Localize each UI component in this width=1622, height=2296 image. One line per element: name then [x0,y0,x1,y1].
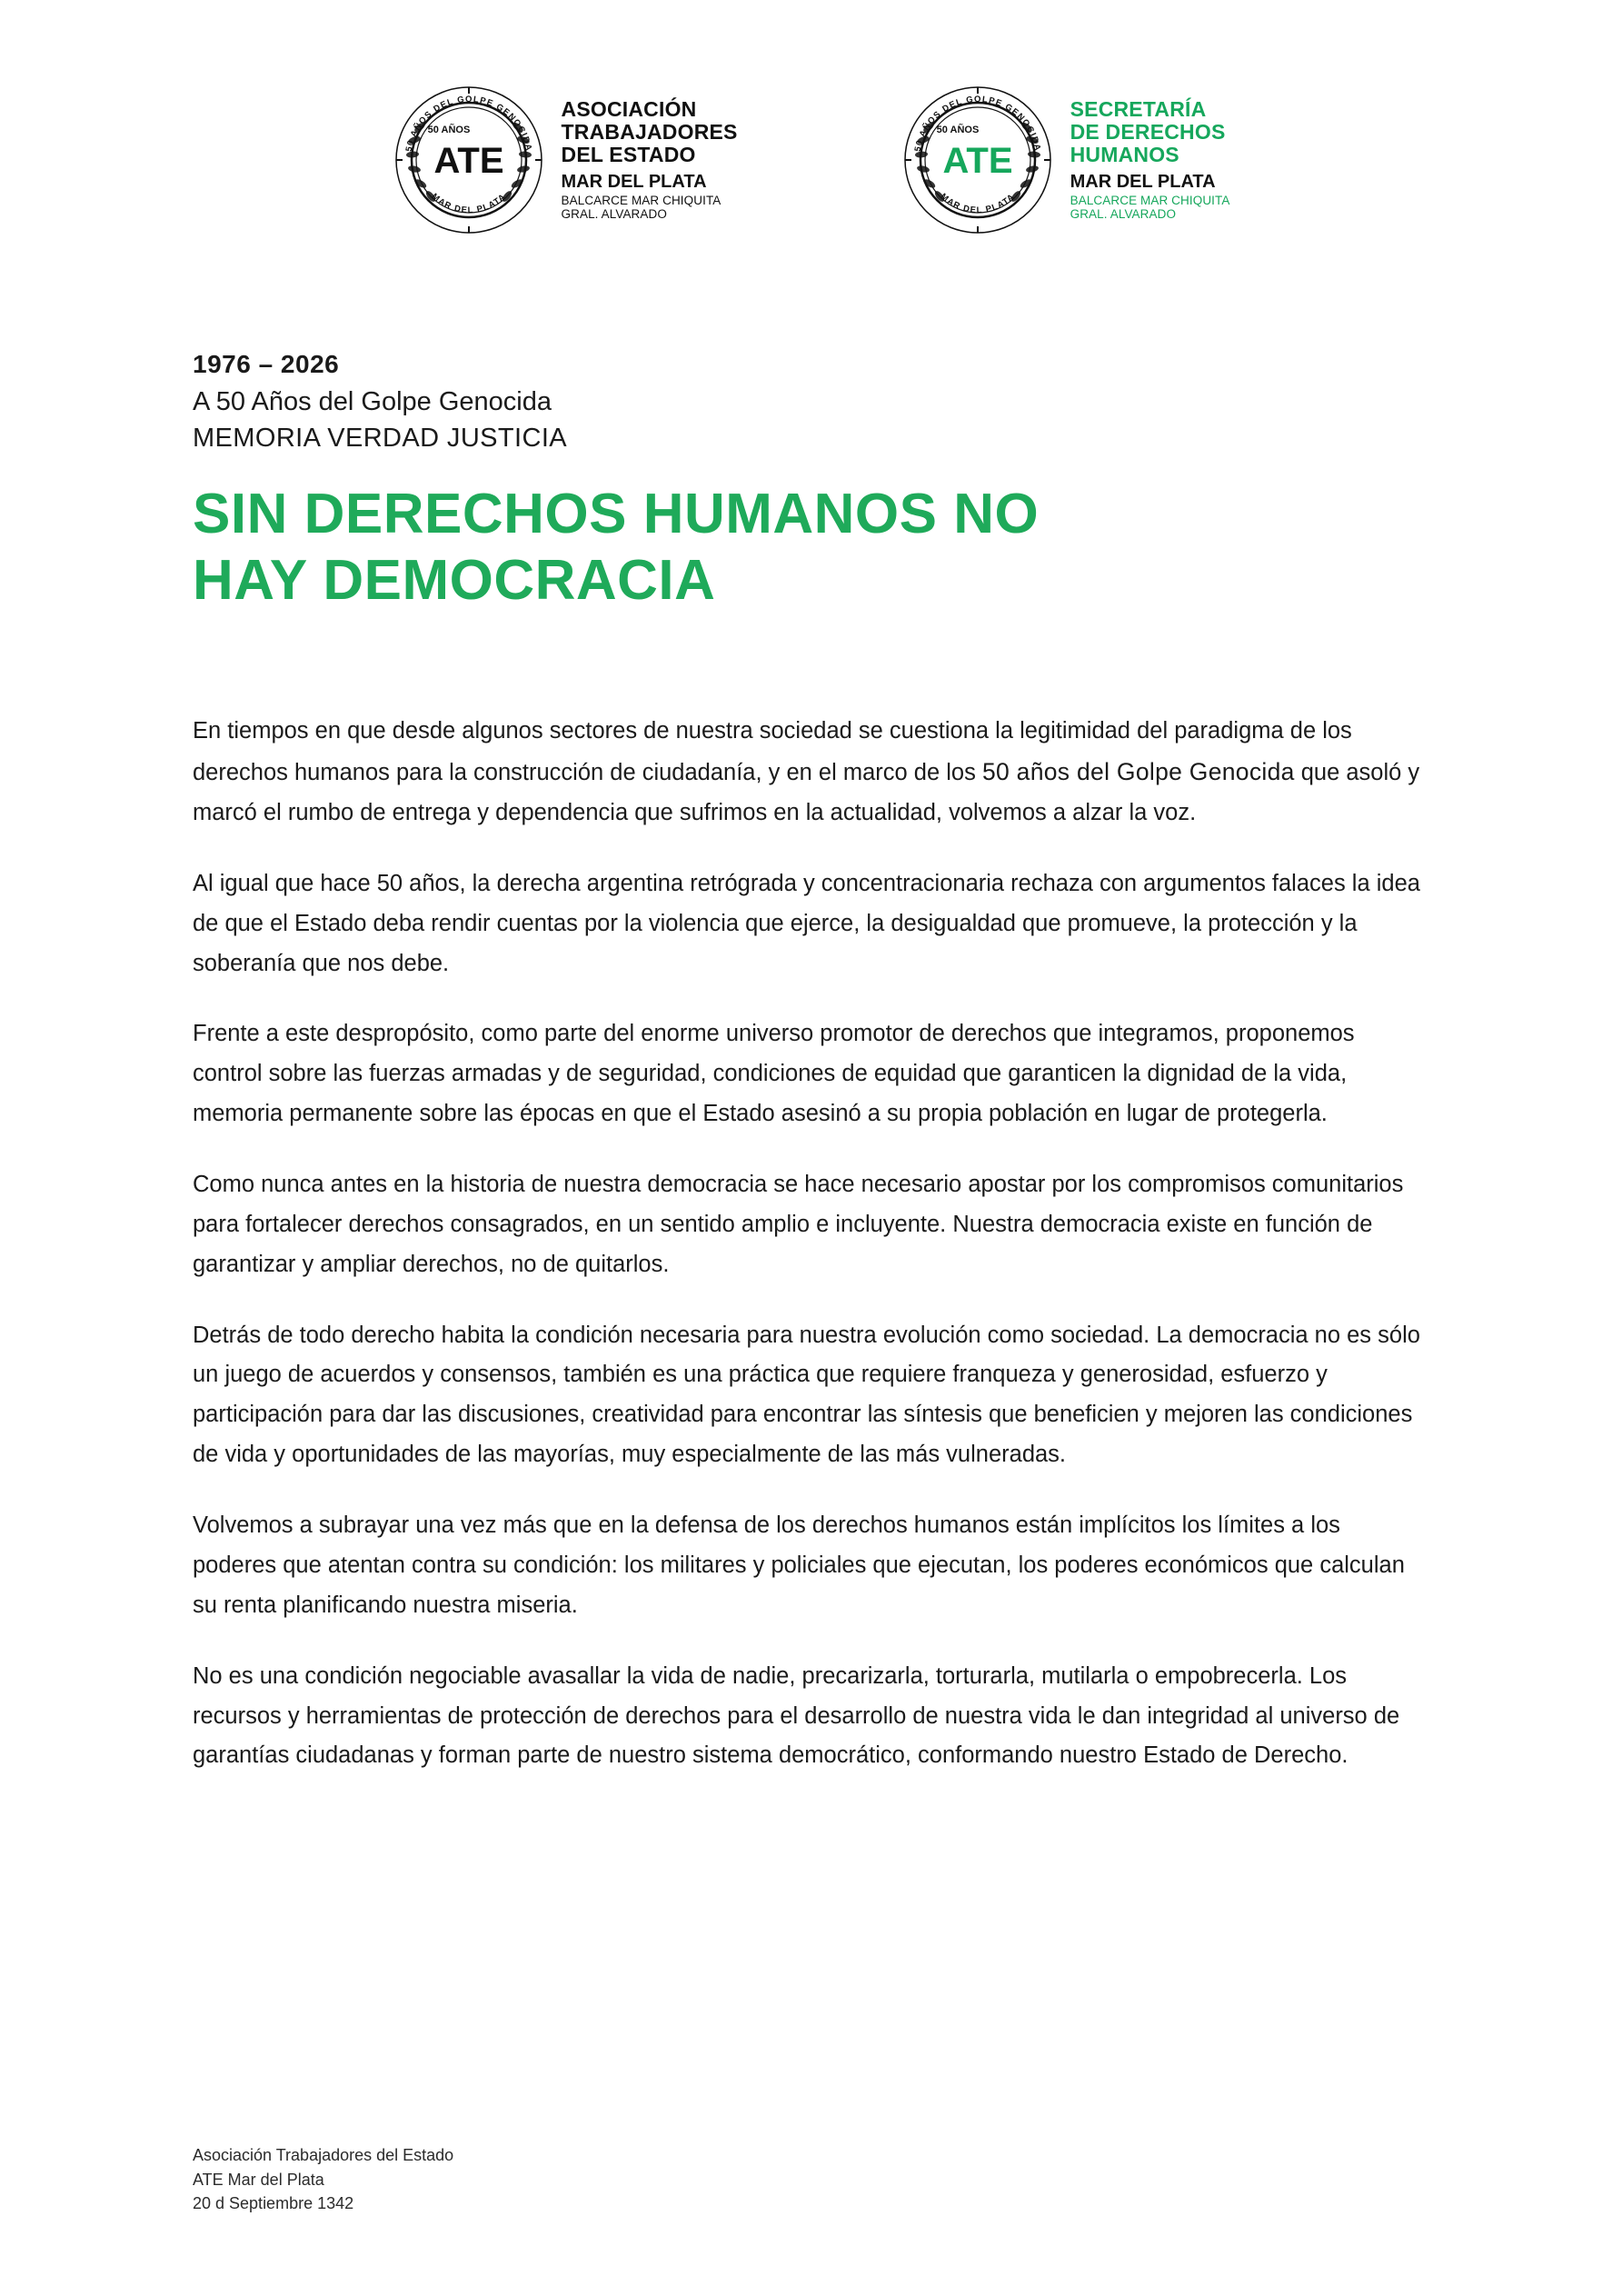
logo-ate-asociacion [393,84,738,236]
body-copy [193,712,1429,1776]
logo-city: MAR DEL PLATA [561,171,707,192]
title-kicker [193,350,1429,454]
paragraph-5: Detrás de todo derecho habita la condición necesaria para nuestra evolución como sociedad. La democracia no es sólo un juego de acuerdos y consensos, también es una práctica que requiere franqueza y generosidad, esfuerzo y participación para dar las discusiones, creatividad para encontrar las síntesis que beneficien y mejoren las condiciones de vida y oportunidades de las mayorías, muy especialmente de las más vulneradas. [193,1322,1420,1468]
paragraph-1-emphasis: 50 años del Golpe Genocida [981,758,1295,786]
logo-line-1: ASOCIACIÓN [561,97,697,122]
svg-text:50 AÑOS: 50 AÑOS [427,125,470,135]
paragraph-4: Como nunca antes en la historia de nuestra democracia se hace necesario apostar por los compromisos comunitarios para fortalecer derechos consagrados, en un sentido amplio e incluyente. Nuestra democracia existe en función de garantizar y ampliar derechos, no de quitarlos. [193,1172,1404,1277]
paragraph-1-post: que asoló y marcó el rumbo de entrega y dependencia que sufrimos en la actualidad, volvemos a alzar la voz. [193,760,1420,826]
footer-branch: ATE Mar del Plata [193,2170,324,2189]
logo2-city: MAR DEL PLATA [1070,171,1216,192]
page-title: SIN DERECHOS HUMANOS NO HAY DEMOCRACIA [193,483,1040,613]
paragraph-2: Al igual que hace 50 años, la derecha argentina retrógrada y concentracionaria rechaza con argumentos falaces la idea de que el Estado deba rendir cuentas por la violencia que ejerce, la desigualdad que promueve, la protección y la soberanía que nos debe. [193,870,1420,976]
logo-line-3: DEL ESTADO [561,143,696,167]
logo-ate-asociacion-text [562,98,738,221]
years-range: 1976 – 2026 [193,350,340,378]
ate-seal-green-icon [901,84,1054,236]
svg-text:50 AÑOS DEL GOLPE GENOCIDA: 50 AÑOS DEL GOLPE GENOCIDA [912,94,1042,153]
paragraph-7: No es una condición negociable avasallar la vida de nadie, precarizarla, torturarla, mutilarla o empobrecerla. Los recursos y herramientas de protección de derechos para el desarrollo de nuestra vida le dan integridad al universo de garantías ciudadanas y forman parte de nuestro sistema democrático, conformando nuestro Estado de Derecho. [193,1662,1400,1769]
footer-organization: Asociación Trabajadores del Estado [193,2146,454,2165]
motto: MEMORIA VERDAD JUSTICIA [193,424,568,453]
logo2-line-3: HUMANOS [1070,143,1179,167]
paragraph-1 [193,712,1429,834]
logo2-line-2: DE DERECHOS [1070,120,1226,145]
document-content [0,350,1622,1776]
svg-text:ATE: ATE [942,141,1013,181]
ate-seal-black-icon [393,84,545,236]
paragraph-3: Frente a este despropósito, como parte del enorme universo promotor de derechos que integramos, proponemos control sobre las fuerzas armadas y de seguridad, condiciones de equidad que garanticen la dignidad de la vida, memoria permanente sobre las épocas en que el Estado asesinó a su propia población en lugar de protegerla. [193,1021,1355,1127]
svg-text:MAR DEL PLATA: MAR DEL PLATA [938,191,1017,216]
logo-sub-1: BALCARCE MAR CHIQUITA [561,194,721,208]
logo-secretaria-ddhh-text [1070,98,1230,221]
document-header [0,0,1622,236]
paragraph-6: Volvemos a subrayar una vez más que en la defensa de los derechos humanos están implícitos los límites a los poderes que atentan contra su condición: los militares y policiales que ejecutan, los poderes económicos que calculan su renta planificando nuestra miseria. [193,1512,1405,1618]
svg-text:50 AÑOS: 50 AÑOS [936,125,979,135]
subtitle: A 50 Años del Golpe Genocida [193,387,552,416]
svg-text:ATE: ATE [433,141,504,181]
svg-text:MAR DEL PLATA: MAR DEL PLATA [429,191,508,216]
svg-text:50 AÑOS DEL GOLPE GENOCIDA: 50 AÑOS DEL GOLPE GENOCIDA [403,94,533,153]
document-footer [193,2143,453,2216]
logo-line-2: TRABAJADORES [561,120,738,145]
logo2-sub-1: BALCARCE MAR CHIQUITA [1070,194,1230,208]
footer-address: 20 d Septiembre 1342 [193,2194,354,2213]
logo-secretaria-ddhh [901,84,1230,236]
paragraph-1-pre: En tiempos en que desde algunos sectores de nuestra sociedad se cuestiona la legitimidad del paradigma de los derechos humanos para la construcción de ciudadanía, y en el marco de los [193,718,1352,786]
logo2-line-1: SECRETARÍA [1070,97,1207,122]
logo2-sub-2: GRAL. ALVARADO [1070,207,1177,222]
logo-sub-2: GRAL. ALVARADO [561,207,667,222]
